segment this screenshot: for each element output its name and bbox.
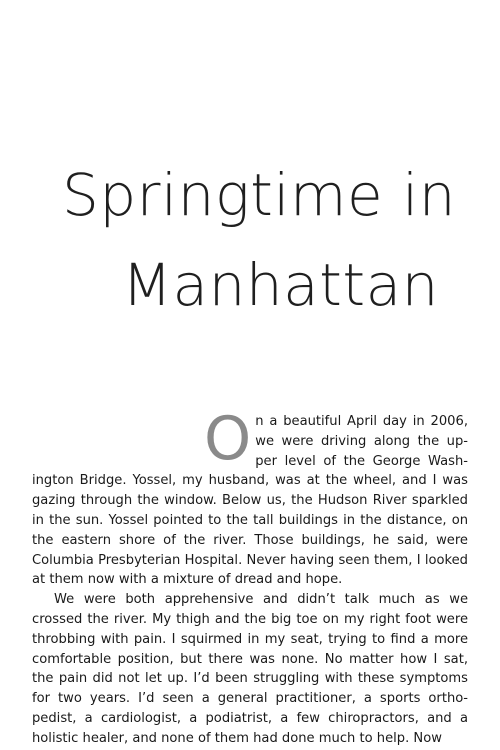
paragraph-2: We were both apprehensive and didn’t talk much as we crossed the river. My thigh and the big toe on my right foot were throbbing with pain. I squirmed in my seat, trying to find a more comfortable position, but there was none. No matter how I sat, the pain did not let up. I’d been struggling with these symptoms for two years. I’d seen a general practitioner, a sports orthopedist, a cardiologist, a podiatrist, a few chiropractors, and a holistic healer, and none of them had done much to help. Now [32, 592, 468, 746]
paragraph-1-text: n a beautiful April day in 2006, we were driving along the upper level of the George Washington Bridge. Yossel, my husband, was at the wheel, and I was gazing through the window. Below us, the Hudson River sparkled in the sun. Yossel pointed to the tall buildings in the distance, on the eastern shore of the river. Those buildings, he said, were Columbia Presbyterian Hospital. Never having seen them, I looked at them now with a mixture of dread and hope. [32, 414, 468, 588]
chapter-body [32, 404, 468, 749]
chapter-title-line-2: Manhattan [122, 251, 439, 319]
drop-cap: O [204, 404, 252, 474]
paragraph-1 [32, 404, 468, 590]
chapter-title-line-1: Springtime in [62, 161, 457, 229]
chapter-title [62, 150, 462, 330]
